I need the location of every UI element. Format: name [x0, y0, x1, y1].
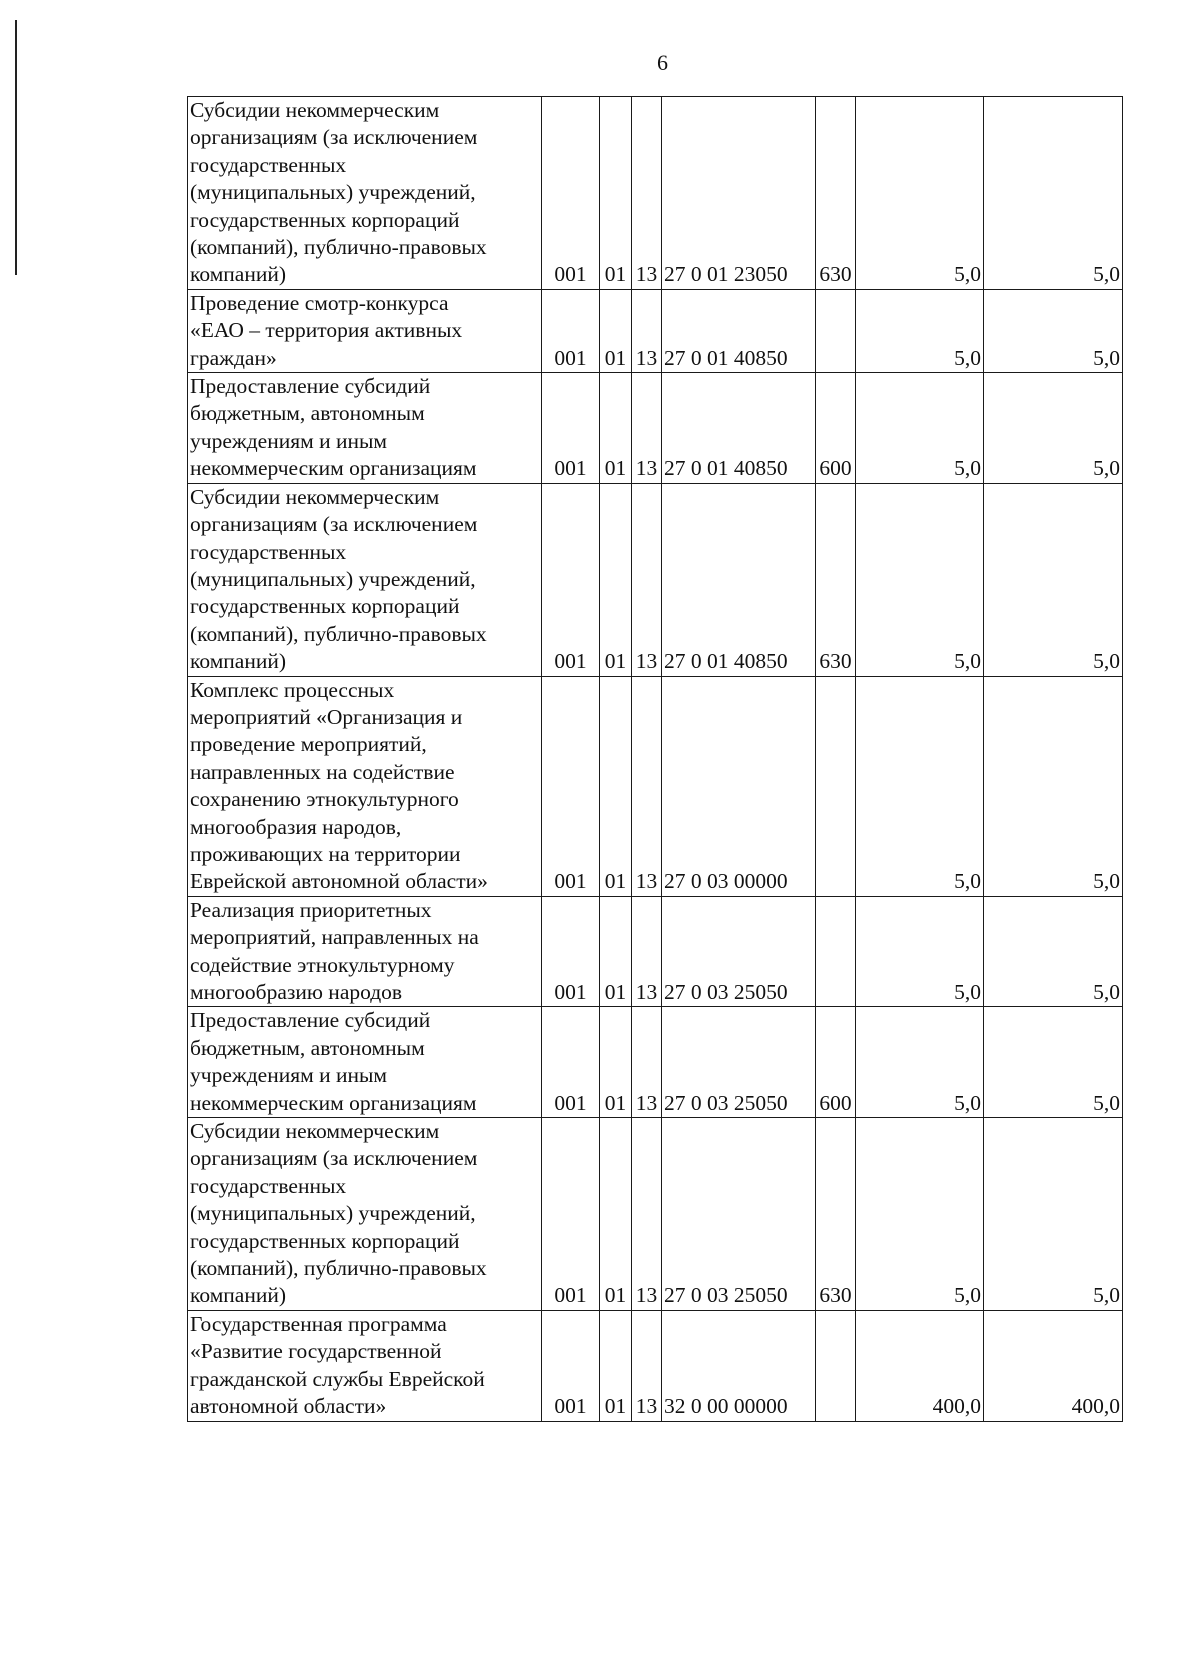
- amount-year-1: 5,0: [856, 1118, 984, 1311]
- admin-code: 001: [542, 676, 600, 896]
- amount-year-2: 5,0: [984, 373, 1123, 484]
- table-row: [188, 1310, 1123, 1421]
- row-name: Комплекс процессных мероприятий «Организация и проведение мероприятий, направленных на содействие сохранению этнокультурного многообразия народов, проживающих на территории Еврейской автономной области»: [188, 676, 542, 896]
- subsection-code: 13: [632, 97, 662, 290]
- amount-year-1: 5,0: [856, 97, 984, 290]
- admin-code: 001: [542, 1118, 600, 1311]
- subsection-code: 13: [632, 1118, 662, 1311]
- section-code: 01: [600, 289, 632, 372]
- amount-year-1: 5,0: [856, 373, 984, 484]
- subsection-code: 13: [632, 1007, 662, 1118]
- section-code: 01: [600, 483, 632, 676]
- admin-code: 001: [542, 373, 600, 484]
- admin-code: 001: [542, 289, 600, 372]
- expense-type-code: [816, 896, 856, 1007]
- amount-year-2: 5,0: [984, 676, 1123, 896]
- subsection-code: 13: [632, 676, 662, 896]
- table-row: [188, 1007, 1123, 1118]
- amount-year-2: 5,0: [984, 483, 1123, 676]
- subsection-code: 13: [632, 373, 662, 484]
- table-row: [188, 97, 1123, 290]
- amount-year-1: 5,0: [856, 483, 984, 676]
- amount-year-1: 5,0: [856, 676, 984, 896]
- target-article-code: 27 0 03 25050: [662, 1118, 816, 1311]
- target-article-code: 27 0 01 23050: [662, 97, 816, 290]
- amount-year-1: 400,0: [856, 1310, 984, 1421]
- section-code: 01: [600, 1118, 632, 1311]
- amount-year-1: 5,0: [856, 1007, 984, 1118]
- budget-table: [187, 96, 1123, 1422]
- target-article-code: 32 0 00 00000: [662, 1310, 816, 1421]
- admin-code: 001: [542, 1310, 600, 1421]
- row-name: Предоставление субсидий бюджетным, автономным учреждениям и иным некоммерческим организациям: [188, 373, 542, 484]
- amount-year-1: 5,0: [856, 896, 984, 1007]
- row-name: Субсидии некоммерческим организациям (за исключением государственных (муниципальных) учреждений, государственных корпораций (компаний), публично-правовых компаний): [188, 483, 542, 676]
- section-code: 01: [600, 676, 632, 896]
- admin-code: 001: [542, 1007, 600, 1118]
- expense-type-code: 630: [816, 483, 856, 676]
- row-name: Проведение смотр-конкурса «ЕАО – территория активных граждан»: [188, 289, 542, 372]
- expense-type-code: 630: [816, 97, 856, 290]
- admin-code: 001: [542, 896, 600, 1007]
- table-row: [188, 483, 1123, 676]
- page-number: 6: [657, 50, 668, 75]
- table-row: [188, 1118, 1123, 1311]
- section-code: 01: [600, 1310, 632, 1421]
- subsection-code: 13: [632, 1310, 662, 1421]
- admin-code: 001: [542, 97, 600, 290]
- expense-type-code: [816, 676, 856, 896]
- amount-year-2: 5,0: [984, 289, 1123, 372]
- expense-type-code: [816, 289, 856, 372]
- target-article-code: 27 0 01 40850: [662, 373, 816, 484]
- amount-year-1: 5,0: [856, 289, 984, 372]
- expense-type-code: 600: [816, 373, 856, 484]
- row-name: Субсидии некоммерческим организациям (за исключением государственных (муниципальных) учреждений, государственных корпораций (компаний), публично-правовых компаний): [188, 1118, 542, 1311]
- amount-year-2: 5,0: [984, 97, 1123, 290]
- amount-year-2: 5,0: [984, 1118, 1123, 1311]
- subsection-code: 13: [632, 289, 662, 372]
- target-article-code: 27 0 01 40850: [662, 483, 816, 676]
- subsection-code: 13: [632, 483, 662, 676]
- row-name: Государственная программа «Развитие государственной гражданской службы Еврейской автономной области»: [188, 1310, 542, 1421]
- target-article-code: 27 0 01 40850: [662, 289, 816, 372]
- row-name: Субсидии некоммерческим организациям (за исключением государственных (муниципальных) учреждений, государственных корпораций (компаний), публично-правовых компаний): [188, 97, 542, 290]
- admin-code: 001: [542, 483, 600, 676]
- target-article-code: 27 0 03 00000: [662, 676, 816, 896]
- table-row: [188, 896, 1123, 1007]
- subsection-code: 13: [632, 896, 662, 1007]
- expense-type-code: [816, 1310, 856, 1421]
- expense-type-code: 600: [816, 1007, 856, 1118]
- row-name: Предоставление субсидий бюджетным, автономным учреждениям и иным некоммерческим организациям: [188, 1007, 542, 1118]
- section-code: 01: [600, 1007, 632, 1118]
- section-code: 01: [600, 97, 632, 290]
- amount-year-2: 5,0: [984, 896, 1123, 1007]
- target-article-code: 27 0 03 25050: [662, 1007, 816, 1118]
- section-code: 01: [600, 896, 632, 1007]
- table-row: [188, 373, 1123, 484]
- expense-type-code: 630: [816, 1118, 856, 1311]
- table-row: [188, 676, 1123, 896]
- amount-year-2: 400,0: [984, 1310, 1123, 1421]
- amount-year-2: 5,0: [984, 1007, 1123, 1118]
- target-article-code: 27 0 03 25050: [662, 896, 816, 1007]
- row-name: Реализация приоритетных мероприятий, направленных на содействие этнокультурному многообразию народов: [188, 896, 542, 1007]
- section-code: 01: [600, 373, 632, 484]
- table-row: [188, 289, 1123, 372]
